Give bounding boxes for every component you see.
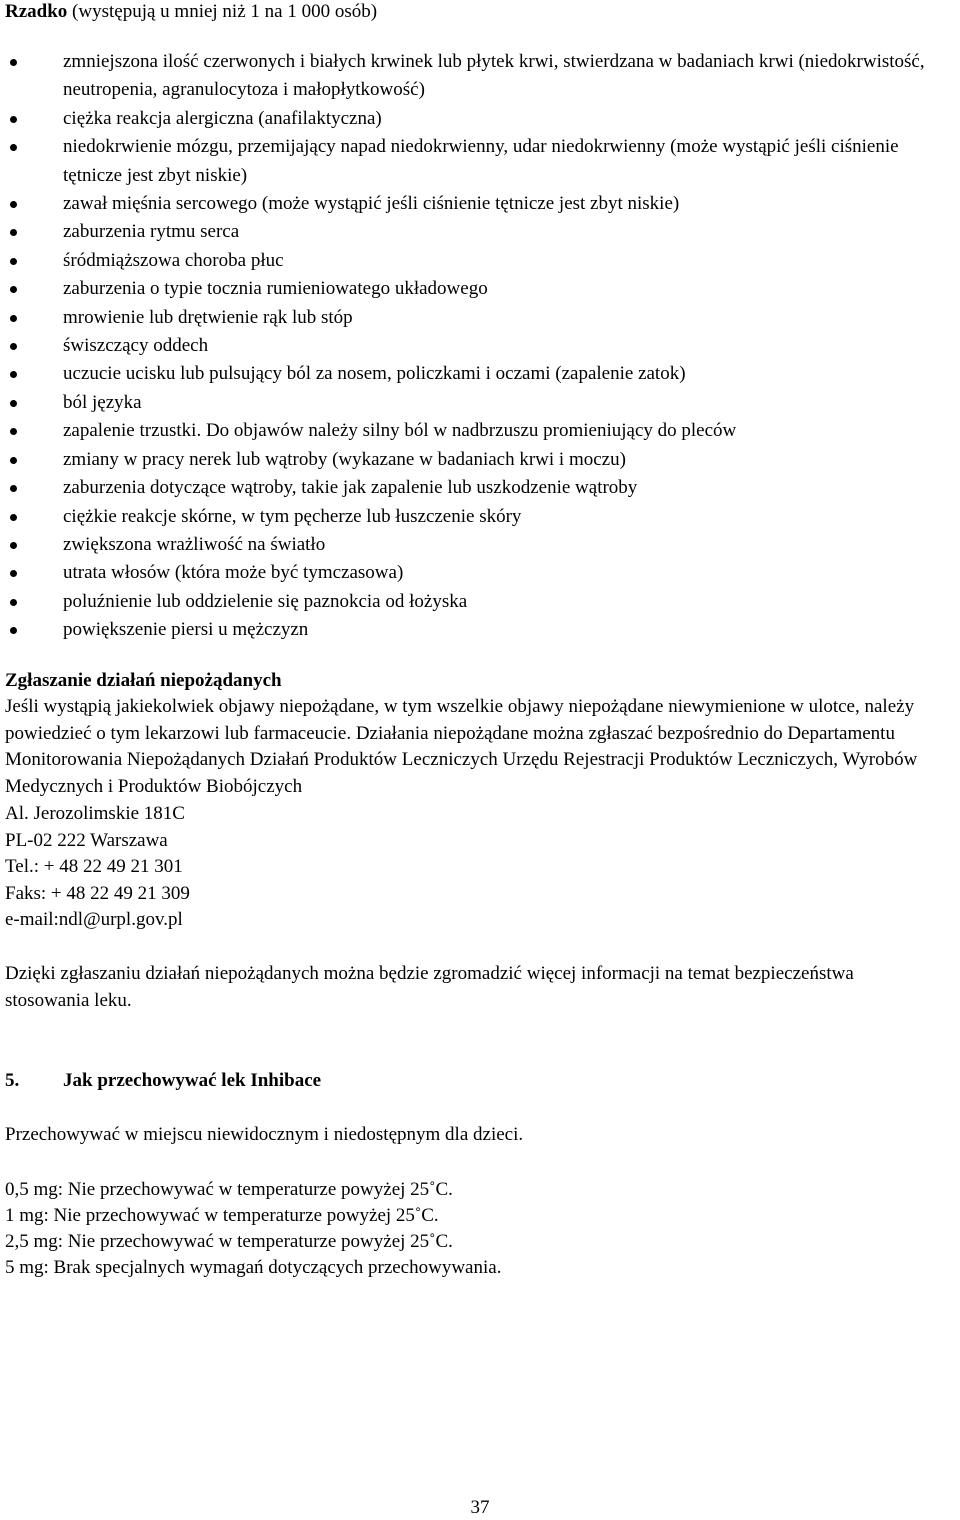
address-email: e-mail:ndl@urpl.gov.pl — [5, 909, 183, 931]
list-item: mrowienie lub drętwienie rąk lub stóp — [0, 304, 960, 332]
bullet-icon — [10, 59, 17, 66]
bullet-icon — [10, 570, 17, 577]
list-item: zawał mięśnia sercowego (może wystąpić jeśli ciśnienie tętnicze jest zbyt niskie) — [0, 190, 960, 218]
list-item: poluźnienie lub oddzielenie się paznokcia od łożyska — [0, 588, 960, 616]
list-item: utrata włosów (która może być tymczasowa) — [0, 559, 960, 587]
frequency-note: (występują u mniej niż 1 na 1 000 osób) — [72, 1, 378, 22]
frequency-label: Rzadko — [5, 1, 68, 22]
reporting-address — [5, 801, 957, 934]
address-phone: Tel.: + 48 22 49 21 301 — [5, 856, 183, 878]
list-item: zaburzenia dotyczące wątroby, takie jak zapalenie lub uszkodzenie wątroby — [0, 474, 960, 502]
bullet-icon — [10, 428, 17, 435]
storage-item: 0,5 mg: Nie przechowywać w temperaturze powyżej 25˚C. — [5, 1179, 453, 1200]
list-item: niedokrwienie mózgu, przemijający napad niedokrwienny, udar niedokrwienny (może wystąpić jeśli ciśnienie tętnicze jest zbyt niskie) — [0, 133, 960, 190]
page-number: 37 — [470, 1497, 490, 1518]
section-number: 5. — [5, 1070, 20, 1091]
address-fax: Faks: + 48 22 49 21 309 — [5, 882, 190, 904]
list-item: zwiększona wrażliwość na światło — [0, 531, 960, 559]
list-item: zapalenie trzustki. Do objawów należy silny ból w nadbrzuszu promieniujący do pleców — [0, 417, 960, 445]
list-item: zaburzenia o typie tocznia rumieniowatego układowego — [0, 275, 960, 303]
bullet-icon — [10, 457, 17, 464]
list-item: zmiany w pracy nerek lub wątroby (wykazane w badaniach krwi i moczu) — [0, 446, 960, 474]
list-item: zaburzenia rytmu serca — [0, 218, 960, 246]
bullet-icon — [10, 201, 17, 208]
list-item: uczucie ucisku lub pulsujący ból za nosem, policzkami i oczami (zapalenie zatok) — [0, 360, 960, 388]
bullet-icon — [10, 371, 17, 378]
bullet-icon — [10, 258, 17, 265]
list-item: ciężkie reakcje skórne, w tym pęcherze lub łuszczenie skóry — [0, 503, 960, 531]
storage-item: 2,5 mg: Nie przechowywać w temperaturze powyżej 25˚C. — [5, 1231, 453, 1252]
reporting-paragraph: Jeśli wystąpią jakiekolwiek objawy niepożądane, w tym wszelkie objawy niepożądane niewymienione w ulotce, należy powiedzieć o tym lekarzowi lub farmaceucie. Działania niepożądane można zgłaszać bezpośrednio do Departamentu Monitorowania Niepożądanych Działań Produktów Leczniczych Urzędu Rejestracji Produktów Leczniczych, Wyrobów Medycznych i Produktów Biobójczych — [5, 696, 918, 797]
bullet-icon — [10, 116, 17, 123]
bullet-icon — [10, 229, 17, 236]
bullet-icon — [10, 315, 17, 322]
list-item: ciężka reakcja alergiczna (anafilaktyczna) — [0, 105, 960, 133]
bullet-icon — [10, 627, 17, 634]
section-title: Jak przechowywać lek Inhibace — [63, 1070, 322, 1091]
frequency-heading — [5, 0, 377, 24]
bullet-icon — [10, 343, 17, 350]
storage-item: 1 mg: Nie przechowywać w temperaturze powyżej 25˚C. — [5, 1205, 439, 1226]
address-city: PL-02 222 Warszawa — [5, 829, 168, 851]
list-item: zmniejszona ilość czerwonych i białych krwinek lub płytek krwi, stwierdzana w badaniach krwi (niedokrwistość, neutropenia, agranulocytoza i małopłytkowość) — [0, 48, 960, 105]
bullet-icon — [10, 400, 17, 407]
list-item: śródmiąższowa choroba płuc — [0, 247, 960, 275]
bullet-icon — [10, 599, 17, 606]
address-street: Al. Jerozolimskie 181C — [5, 803, 185, 824]
section-5-intro: Przechowywać w miejscu niewidocznym i niedostępnym dla dzieci. — [5, 1124, 524, 1145]
list-item: ból języka — [0, 389, 960, 417]
section-5-heading — [5, 1068, 957, 1095]
reporting-title: Zgłaszanie działań niepożądanych — [5, 670, 282, 691]
bullet-icon — [10, 144, 17, 151]
list-item: świszczący oddech — [0, 332, 960, 360]
list-item: powiększenie piersi u mężczyzn — [0, 616, 960, 644]
bullet-icon — [10, 286, 17, 293]
bullet-icon — [10, 542, 17, 549]
bullet-icon — [10, 485, 17, 492]
reporting-closing: Dzięki zgłaszaniu działań niepożądanych można będzie zgromadzić więcej informacji na temat bezpieczeństwa stosowania leku. — [5, 963, 854, 1011]
side-effects-list — [0, 48, 960, 645]
storage-list — [5, 1177, 957, 1281]
bullet-icon — [10, 514, 17, 521]
storage-item: 5 mg: Brak specjalnych wymagań dotyczących przechowywania. — [5, 1257, 502, 1278]
